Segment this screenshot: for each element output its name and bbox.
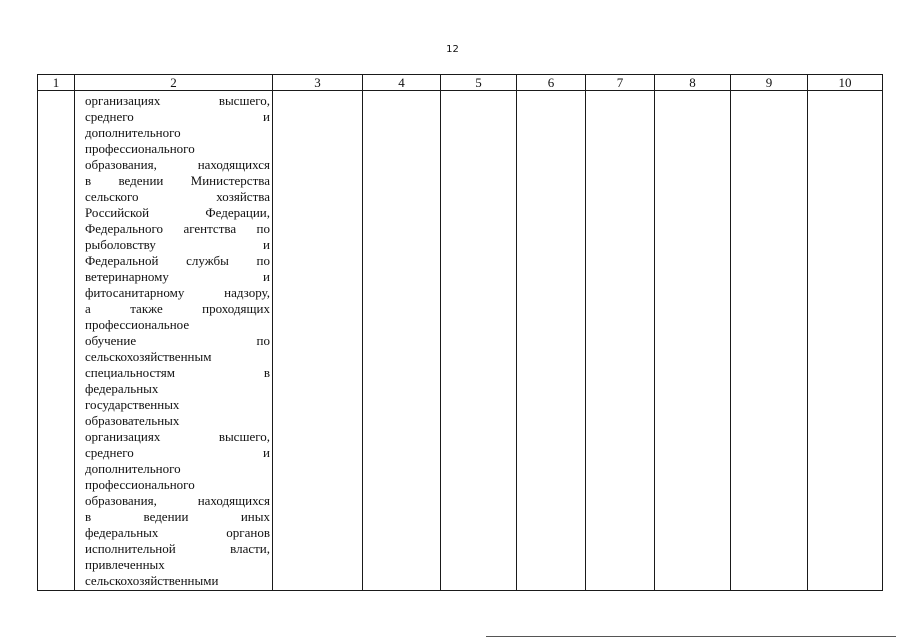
- text-word: надзору,: [224, 285, 270, 300]
- text-word: Федерации,: [205, 205, 270, 220]
- text-line: [85, 253, 270, 269]
- cell-col-10: [808, 91, 883, 591]
- column-header-4: 4: [363, 75, 441, 91]
- text-line: [85, 413, 270, 429]
- text-word: сельского: [85, 189, 139, 204]
- text-word: специальностям: [85, 365, 175, 380]
- text-word: организациях: [85, 429, 161, 444]
- text-word: в: [263, 365, 270, 380]
- text-word: и: [263, 445, 270, 460]
- cell-col-8: [655, 91, 731, 591]
- text-word: профессионального: [85, 477, 195, 492]
- text-line: [85, 397, 270, 413]
- text-word: службы: [186, 253, 229, 268]
- text-word: находящихся: [197, 157, 270, 172]
- text-word: Министерства: [190, 173, 270, 188]
- text-line: [85, 301, 270, 317]
- table-header-row: [38, 75, 883, 91]
- text-word: Федеральной: [85, 253, 159, 268]
- text-line: [85, 109, 270, 125]
- column-header-9: 9: [731, 75, 808, 91]
- text-word: хозяйства: [216, 189, 270, 204]
- text-word: высшего,: [218, 429, 270, 444]
- text-word: ведении: [143, 509, 189, 524]
- bottom-divider: [486, 636, 896, 637]
- text-line: [85, 573, 270, 589]
- cell-col-6: [517, 91, 586, 591]
- text-line: [85, 333, 270, 349]
- text-word: органов: [226, 525, 270, 540]
- text-word: и: [263, 269, 270, 284]
- cell-col-3: [273, 91, 363, 591]
- text-line: [85, 141, 270, 157]
- text-word: обучение: [85, 333, 137, 348]
- text-word: по: [256, 253, 270, 268]
- text-word: федеральных: [85, 525, 159, 540]
- text-line: [85, 541, 270, 557]
- text-word: образовательных: [85, 413, 180, 428]
- text-line: [85, 125, 270, 141]
- text-word: и: [263, 237, 270, 252]
- text-word: образования,: [85, 157, 157, 172]
- cell-col-4: [363, 91, 441, 591]
- text-word: Федерального: [85, 221, 164, 236]
- text-word: рыболовству: [85, 237, 156, 252]
- text-word: а: [85, 301, 91, 316]
- text-line: [85, 461, 270, 477]
- text-word: профессиональное: [85, 317, 190, 332]
- cell-col-9: [731, 91, 808, 591]
- text-line: [85, 509, 270, 525]
- text-word: власти,: [230, 541, 270, 556]
- text-line: [85, 157, 270, 173]
- text-word: по: [256, 333, 270, 348]
- text-line: [85, 317, 270, 333]
- text-line: [85, 525, 270, 541]
- text-word: среднего: [85, 109, 134, 124]
- data-table: [37, 74, 883, 591]
- text-line: [85, 221, 270, 237]
- text-line: [85, 269, 270, 285]
- page-number: 12: [446, 44, 459, 55]
- text-line: [85, 189, 270, 205]
- text-line: [85, 493, 270, 509]
- column-header-1: 1: [38, 75, 75, 91]
- text-word: государственных: [85, 397, 180, 412]
- column-header-5: 5: [441, 75, 517, 91]
- text-word: федеральных: [85, 381, 159, 396]
- text-line: [85, 173, 270, 189]
- column-header-8: 8: [655, 75, 731, 91]
- column-header-7: 7: [586, 75, 655, 91]
- text-word: находящихся: [197, 493, 270, 508]
- text-word: Российской: [85, 205, 150, 220]
- text-line: [85, 93, 270, 109]
- text-line: [85, 381, 270, 397]
- text-line: [85, 445, 270, 461]
- text-word: среднего: [85, 445, 134, 460]
- column-header-6: 6: [517, 75, 586, 91]
- cell-col-1: [38, 91, 75, 591]
- column-header-3: 3: [273, 75, 363, 91]
- text-word: также: [130, 301, 163, 316]
- text-word: иных: [240, 509, 270, 524]
- text-word: организациях: [85, 93, 161, 108]
- cell-col-2: [75, 91, 273, 591]
- table-row: [38, 91, 883, 591]
- text-word: сельскохозяйственными: [85, 573, 219, 588]
- text-word: исполнительной: [85, 541, 176, 556]
- text-word: агентства: [183, 221, 237, 236]
- text-word: ветеринарному: [85, 269, 169, 284]
- text-word: фитосанитарному: [85, 285, 185, 300]
- cell-text-block: [75, 91, 272, 589]
- cell-col-5: [441, 91, 517, 591]
- text-line: [85, 285, 270, 301]
- text-line: [85, 429, 270, 445]
- text-line: [85, 349, 270, 365]
- text-line: [85, 237, 270, 253]
- text-word: привлеченных: [85, 557, 165, 572]
- text-word: и: [263, 109, 270, 124]
- text-word: в: [85, 509, 92, 524]
- text-line: [85, 477, 270, 493]
- text-word: ведении: [118, 173, 164, 188]
- text-word: в: [85, 173, 92, 188]
- cell-col-7: [586, 91, 655, 591]
- text-word: по: [256, 221, 270, 236]
- text-line: [85, 205, 270, 221]
- text-word: образования,: [85, 493, 157, 508]
- text-word: сельскохозяйственным: [85, 349, 212, 364]
- text-line: [85, 365, 270, 381]
- text-word: высшего,: [218, 93, 270, 108]
- text-word: профессионального: [85, 141, 195, 156]
- text-line: [85, 557, 270, 573]
- text-word: проходящих: [202, 301, 270, 316]
- text-word: дополнительного: [85, 125, 181, 140]
- column-header-2: 2: [75, 75, 273, 91]
- text-word: дополнительного: [85, 461, 181, 476]
- column-header-10: 10: [808, 75, 883, 91]
